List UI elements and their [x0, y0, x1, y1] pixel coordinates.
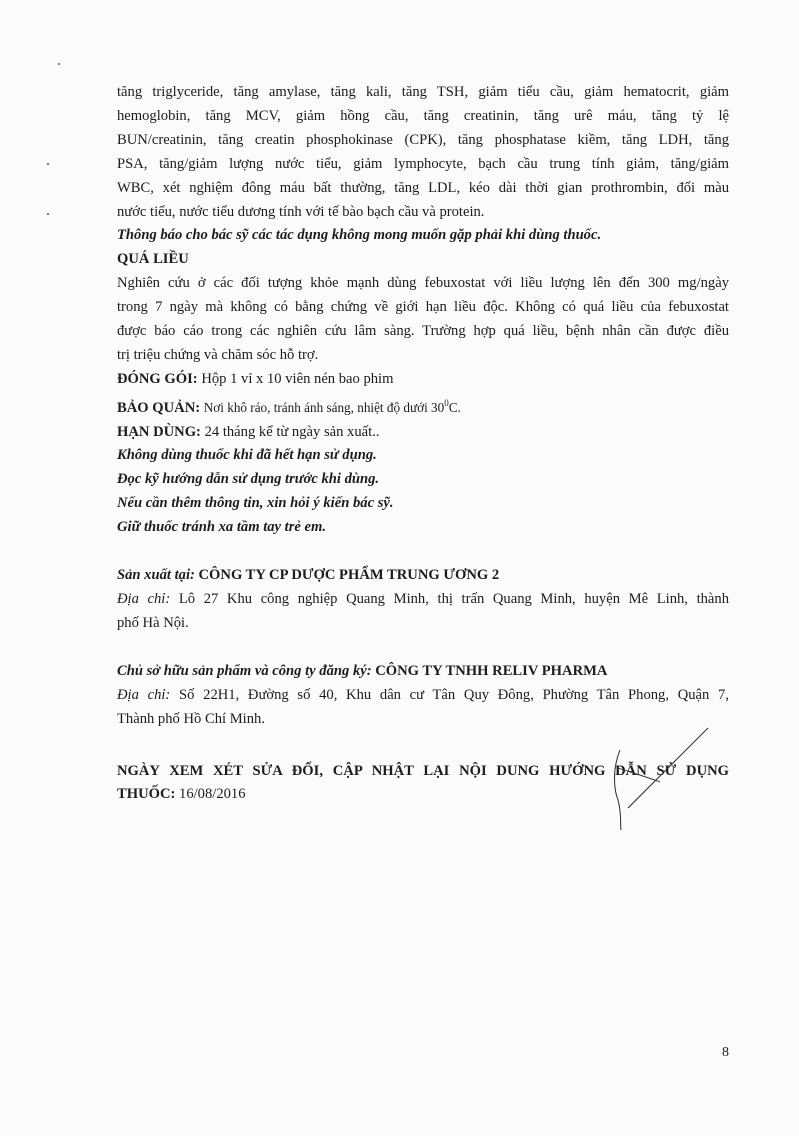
- scan-speck: [58, 63, 60, 65]
- revision-row: [117, 783, 729, 807]
- warning-item: Đọc kỹ hướng dẫn sử dụng trước khi dùng.: [117, 471, 380, 488]
- storage-value: Nơi khô ráo, tránh ánh sáng, nhiệt độ dưới 30: [203, 399, 445, 415]
- side-effects-line: tăng triglyceride, tăng amylase, tăng kali, tăng TSH, giảm tiểu cầu, giảm hematocrit, giảm: [117, 84, 729, 100]
- manufacturer-section: [117, 564, 729, 636]
- expiry-row: [117, 421, 729, 445]
- manufacturer-label: Sản xuất tại:: [117, 567, 195, 584]
- expiry-value: 24 tháng kể từ ngày sản xuất..: [204, 423, 380, 440]
- warning-item: Không dùng thuốc khi đã hết hạn sử dụng.: [117, 447, 377, 464]
- revision-date: 16/08/2016: [179, 786, 246, 803]
- packaging-label: ĐÓNG GÓI:: [117, 370, 198, 387]
- revision-section: [117, 760, 729, 808]
- overdose-line: được báo cáo trong các nghiên cứu lâm sàng. Trường hợp quá liều, bệnh nhân cần được điều: [117, 323, 729, 340]
- side-effects-line: WBC, xét nghiệm đông máu bất thường, tăng LDL, kéo dài thời gian prothrombin, đổi màu: [117, 179, 729, 196]
- overdose-line: trong 7 ngày mà không có bằng chứng về giới hạn liều độc. Không có quá liều của febuxostat: [117, 299, 729, 316]
- revision-heading: NGÀY XEM XÉT SỬA ĐỔI, CẬP NHẬT LẠI NỘI DUNG HƯỚNG DẪN SỬ DỤNG: [117, 762, 729, 779]
- storage-label: BẢO QUẢN:: [117, 399, 201, 416]
- owner-address-label: Địa chỉ:: [117, 686, 171, 703]
- spacer: [117, 540, 729, 564]
- owner-row: [117, 660, 729, 684]
- overdose-heading: QUÁ LIỀU: [117, 251, 189, 268]
- expiry-label: HẠN DÙNG:: [117, 423, 201, 440]
- owner-name: CÔNG TY TNHH RELIV PHARMA: [375, 662, 608, 679]
- packaging-row: [117, 368, 729, 392]
- scan-speck: [47, 163, 49, 165]
- side-effects-section: [117, 81, 729, 248]
- owner-label: Chủ sở hữu sản phẩm và công ty đăng ký:: [117, 662, 372, 679]
- warnings-list: [117, 444, 729, 540]
- revision-label: THUỐC:: [117, 786, 176, 803]
- side-effects-line: hemoglobin, tăng MCV, giảm hồng cầu, tăng creatinin, tăng urê máu, tăng tỷ lệ: [117, 107, 729, 124]
- warning-item: Nếu cần thêm thông tin, xin hỏi ý kiến bác sỹ.: [117, 495, 394, 512]
- side-effects-notice: Thông báo cho bác sỹ các tác dụng không mong muốn gặp phải khi dùng thuốc.: [117, 227, 602, 244]
- side-effects-line: PSA, tăng/giảm lượng nước tiểu, giảm lymphocyte, bạch cầu trung tính giảm, tăng/giảm: [117, 155, 729, 172]
- manufacturer-address-line: Lô 27 Khu công nghiệp Quang Minh, thị trấn Quang Minh, huyện Mê Linh, thành: [178, 590, 729, 607]
- storage-degree: 0: [444, 397, 449, 408]
- manufacturer-row: [117, 564, 729, 588]
- side-effects-line: nước tiểu, nước tiểu dương tính với tế bào bạch cầu và protein.: [117, 203, 485, 220]
- overdose-section: [117, 248, 729, 368]
- side-effects-line: BUN/creatinin, tăng creatin phosphokinase (CPK), tăng phosphatase kiềm, tăng LDH, tăng: [117, 131, 729, 148]
- page-number: 8: [722, 1045, 729, 1060]
- manufacturer-address-line: phố Hà Nội.: [117, 614, 189, 631]
- warning-item: Giữ thuốc tránh xa tầm tay trẻ em.: [117, 519, 327, 536]
- storage-row: [117, 392, 729, 421]
- owner-address: [117, 684, 729, 708]
- owner-address-line: Số 22H1, Đường số 40, Khu dân cư Tân Quy Đông, Phường Tân Phong, Quận 7,: [179, 686, 729, 703]
- manufacturer-address-label: Địa chỉ:: [117, 590, 171, 607]
- scan-speck: [47, 213, 49, 215]
- packaging-value: Hộp 1 vỉ x 10 viên nén bao phim: [201, 370, 394, 387]
- overdose-line: trị triệu chứng và chăm sóc hỗ trợ.: [117, 346, 319, 363]
- manufacturer-name: CÔNG TY CP DƯỢC PHẨM TRUNG ƯƠNG 2: [198, 567, 500, 584]
- storage-unit: C.: [448, 399, 461, 415]
- overdose-line: Nghiên cứu ở các đối tượng khỏe mạnh dùng febuxostat với liều lượng lên đến 300 mg/ngày: [117, 275, 729, 292]
- spacer: [117, 636, 729, 660]
- manufacturer-address: [117, 588, 729, 612]
- document-body: [117, 81, 729, 807]
- owner-section: [117, 660, 729, 732]
- spacer: [117, 732, 729, 760]
- owner-address-line: Thành phố Hồ Chí Minh.: [117, 710, 265, 727]
